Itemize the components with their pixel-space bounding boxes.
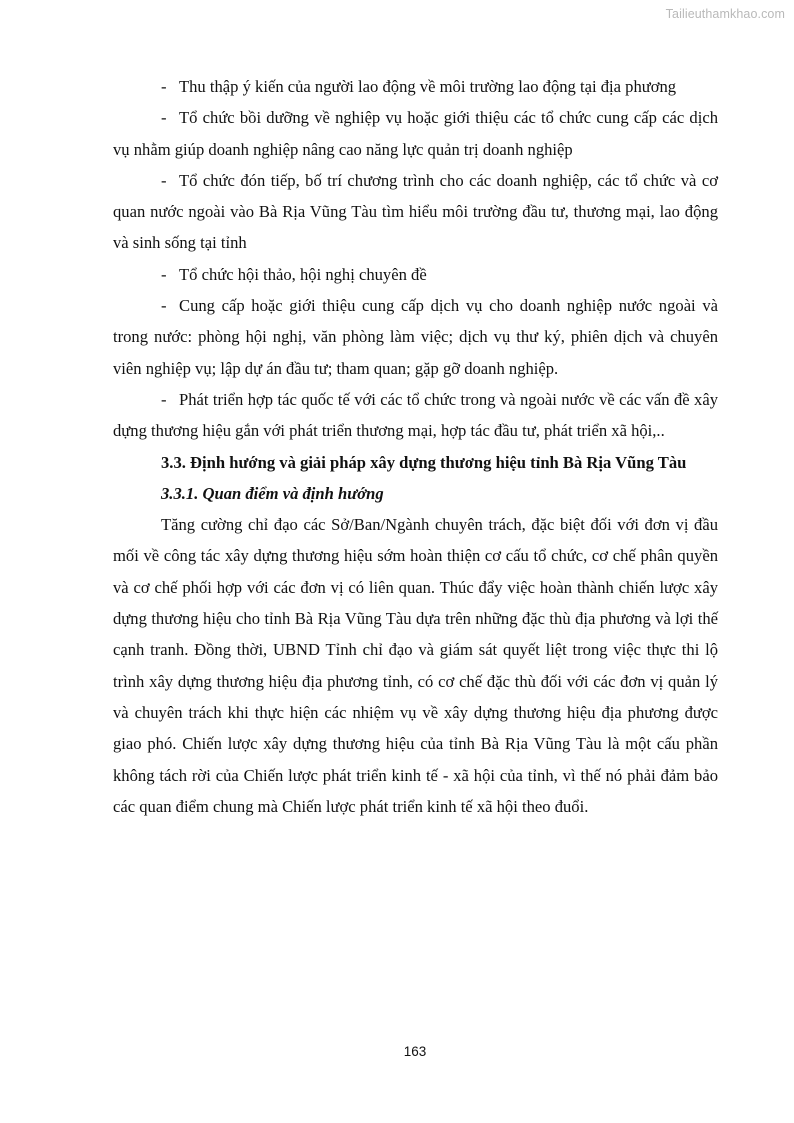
bullet-dash: - <box>161 389 167 409</box>
bullet-item <box>113 102 718 165</box>
body-paragraph: Tăng cường chỉ đạo các Sở/Ban/Ngành chuyên trách, đặc biệt đối với đơn vị đầu mối về công tác xây dựng thương hiệu sớm hoàn thiện cơ cấu tổ chức, cơ chế phân quyền và cơ chế phối hợp với các đơn vị có liên quan. Thúc đẩy việc hoàn thành chiến lược xây dựng thương hiệu cho tỉnh Bà Rịa Vũng Tàu dựa trên những đặc thù địa phương và lợi thế cạnh tranh. Đồng thời, UBND Tỉnh chỉ đạo và giám sát quyết liệt trong việc thực thi lộ trình xây dựng thương hiệu địa phương tỉnh, có cơ chế đặc thù đối với các đơn vị quản lý và chuyên trách khi thực hiện các nhiệm vụ về xây dựng thương hiệu địa phương được giao phó. Chiến lược xây dựng thương hiệu của tỉnh Bà Rịa Vũng Tàu là một cấu phần không tách rời của Chiến lược phát triển kinh tế - xã hội của tỉnh, vì thế nó phải đảm bảo các quan điểm chung mà Chiến lược phát triển kinh tế xã hội theo đuổi. <box>113 515 718 816</box>
bullet-text: Phát triển hợp tác quốc tế với các tổ chức trong và ngoài nước về các vấn đề xây dựng thương hiệu gắn với phát triển thương mại, hợp tác đầu tư, phát triển xã hội,.. <box>113 389 718 441</box>
bullet-dash: - <box>161 264 167 284</box>
bullet-item <box>113 384 718 447</box>
subsection-heading: 3.3.1. Quan điểm và định hướng <box>161 483 384 503</box>
bullet-dash: - <box>161 108 167 128</box>
section-heading: 3.3. Định hướng và giải pháp xây dựng thương hiệu tỉnh Bà Rịa Vũng Tàu <box>161 452 687 472</box>
bullet-dash: - <box>161 296 167 316</box>
bullet-item <box>113 165 718 259</box>
page-content <box>113 71 718 822</box>
bullet-item <box>113 259 718 290</box>
bullet-item <box>113 71 718 102</box>
watermark-text: Tailieuthamkhao.com <box>665 7 785 21</box>
page-number: 163 <box>403 1044 427 1059</box>
bullet-text: Cung cấp hoặc giới thiệu cung cấp dịch vụ cho doanh nghiệp nước ngoài và trong nước: phòng hội nghị, văn phòng làm việc; dịch vụ thư ký, phiên dịch và chuyên viên nghiệp vụ; lập dự án đầu tư; tham quan; gặp gỡ doanh nghiệp. <box>113 296 718 378</box>
bullet-text: Tổ chức hội thảo, hội nghị chuyên đề <box>179 264 427 284</box>
bullet-text: Thu thập ý kiến của người lao động về môi trường lao động tại địa phương <box>179 77 677 96</box>
bullet-dash: - <box>161 77 167 96</box>
bullet-item <box>113 290 718 384</box>
bullet-dash: - <box>161 170 167 190</box>
bullet-text: Tổ chức bồi dưỡng về nghiệp vụ hoặc giới thiệu các tổ chức cung cấp các dịch vụ nhằm giúp doanh nghiệp nâng cao năng lực quản trị doanh nghiệp <box>113 108 718 159</box>
bullet-text: Tổ chức đón tiếp, bố trí chương trình cho các doanh nghiệp, các tổ chức và cơ quan nước ngoài vào Bà Rịa Vũng Tàu tìm hiểu môi trường đầu tư, thương mại, lao động và sinh sống tại tỉnh <box>113 170 718 253</box>
